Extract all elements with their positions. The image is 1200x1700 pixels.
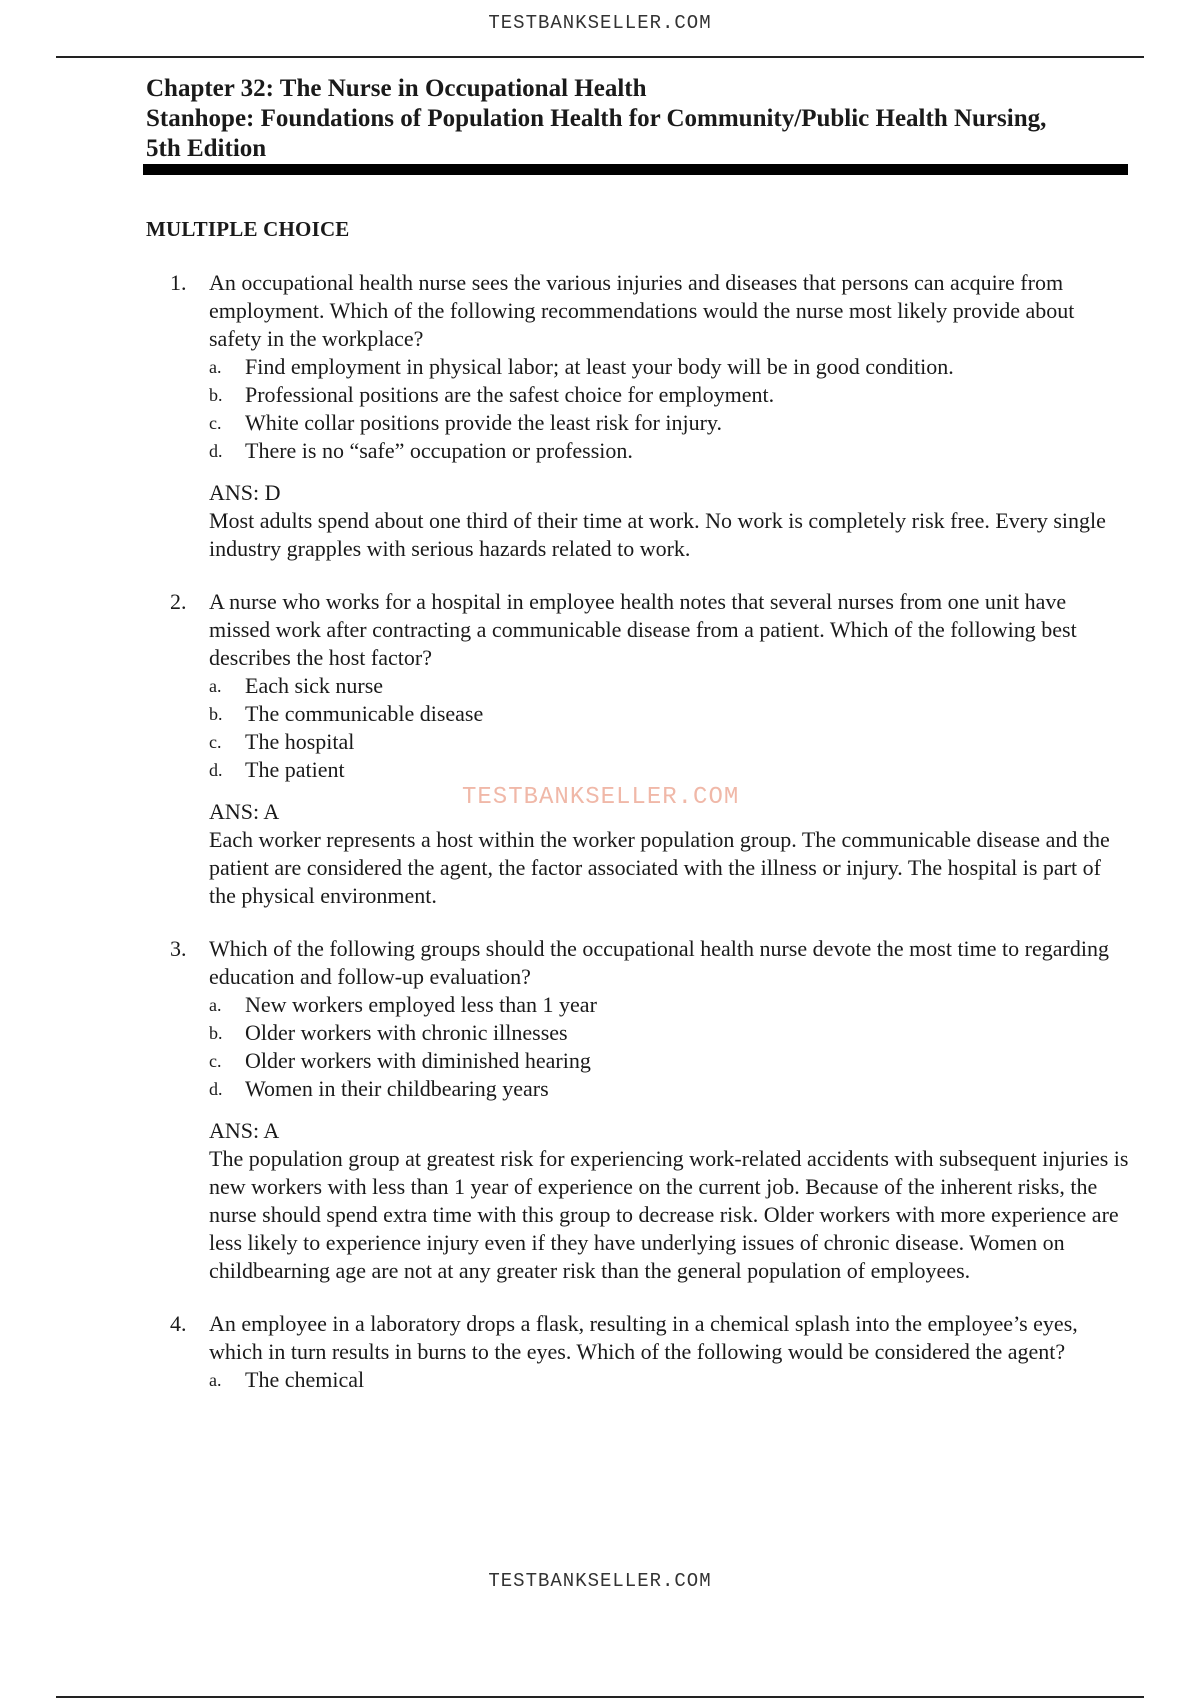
question-list [0, 269, 1200, 1419]
option-a [209, 353, 1200, 381]
question-stem: An employee in a laboratory drops a flask, resulting in a chemical splash into the employee’s eyes, which in turn results in burns to the eyes. Which of the following would be considered the agent? [209, 1311, 1078, 1364]
option-a [209, 991, 1200, 1019]
option-b [209, 381, 1200, 409]
question-2 [0, 588, 1200, 910]
option-b [209, 1019, 1200, 1047]
question-4 [0, 1310, 1200, 1394]
option-letter: b. [209, 385, 223, 405]
option-c [209, 728, 1200, 756]
answer-block [209, 479, 1129, 563]
option-text: The chemical [245, 1367, 365, 1392]
option-text: Women in their childbearing years [245, 1076, 549, 1101]
option-letter: b. [209, 704, 223, 724]
option-d [209, 756, 1200, 784]
option-list [209, 672, 1200, 784]
option-letter: c. [209, 732, 222, 752]
footer-divider [56, 1696, 1144, 1698]
option-text: The communicable disease [245, 701, 484, 726]
question-number: 3. [170, 936, 187, 961]
answer-key: ANS: A [209, 799, 280, 824]
option-letter: b. [209, 1023, 223, 1043]
option-text: White collar positions provide the least risk for injury. [245, 410, 722, 435]
option-letter: d. [209, 1079, 223, 1099]
option-letter: a. [209, 676, 222, 696]
option-text: The patient [245, 757, 345, 782]
chapter-title-line: Chapter 32: The Nurse in Occupational Health [146, 75, 647, 102]
header-divider [56, 56, 1144, 58]
option-b [209, 700, 1200, 728]
question-stem: An occupational health nurse sees the various injuries and diseases that persons can acquire from employment. Which of the following recommendations would the nurse most likely provide about safety in the workplace? [209, 270, 1075, 351]
answer-key: ANS: D [209, 480, 281, 505]
option-list [209, 991, 1200, 1103]
option-text: The hospital [245, 729, 355, 754]
question-number: 2. [170, 589, 187, 614]
option-text: Each sick nurse [245, 673, 384, 698]
option-letter: c. [209, 413, 222, 433]
option-text: Find employment in physical labor; at least your body will be in good condition. [245, 354, 954, 379]
answer-rationale: Each worker represents a host within the worker population group. The communicable disease and the patient are considered the agent, the factor associated with the illness or injury. The hospital is part of the physical environment. [209, 827, 1110, 908]
option-letter: a. [209, 995, 222, 1015]
site-header: TESTBANKSELLER.COM [488, 12, 712, 34]
question-number: 4. [170, 1311, 187, 1336]
title-divider [143, 164, 1128, 175]
option-text: Older workers with diminished hearing [245, 1048, 591, 1073]
chapter-title [146, 74, 1126, 164]
option-letter: a. [209, 1370, 222, 1390]
book-title-line: Stanhope: Foundations of Population Health for Community/Public Health Nursing, [146, 105, 1047, 132]
option-letter: a. [209, 357, 222, 377]
option-letter: c. [209, 1051, 222, 1071]
edition-line: 5th Edition [146, 135, 267, 162]
option-a [209, 1366, 1200, 1394]
option-c [209, 1047, 1200, 1075]
option-list [209, 1366, 1200, 1394]
site-footer: TESTBANKSELLER.COM [488, 1570, 712, 1592]
answer-block [209, 798, 1129, 910]
question-3 [0, 935, 1200, 1285]
option-text: New workers employed less than 1 year [245, 992, 597, 1017]
answer-block [209, 1117, 1129, 1285]
question-1 [0, 269, 1200, 563]
option-d [209, 1075, 1200, 1103]
question-stem: A nurse who works for a hospital in employee health notes that several nurses from one unit have missed work after contracting a communicable disease from a patient. Which of the following best describes the host factor? [209, 589, 1077, 670]
option-text: Older workers with chronic illnesses [245, 1020, 568, 1045]
option-a [209, 672, 1200, 700]
option-c [209, 409, 1200, 437]
option-letter: d. [209, 441, 223, 461]
watermark: TESTBANKSELLER.COM [462, 784, 740, 811]
answer-key: ANS: A [209, 1118, 280, 1143]
question-number: 1. [170, 270, 187, 295]
option-list [209, 353, 1200, 465]
option-text: There is no “safe” occupation or profession. [245, 438, 633, 463]
question-stem: Which of the following groups should the occupational health nurse devote the most time to regarding education and follow-up evaluation? [209, 936, 1109, 989]
option-text: Professional positions are the safest choice for employment. [245, 382, 775, 407]
answer-rationale: Most adults spend about one third of their time at work. No work is completely risk free. Every single industry grapples with serious hazards related to work. [209, 508, 1106, 561]
section-heading: MULTIPLE CHOICE [146, 217, 350, 241]
option-d [209, 437, 1200, 465]
option-letter: d. [209, 760, 223, 780]
answer-rationale: The population group at greatest risk for experiencing work-related accidents with subsequent injuries is new workers with less than 1 year of experience on the current job. Because of the inherent risks, the nurse should spend extra time with this group to decrease risk. Older workers with more experience are less likely to experience injury even if they have underlying issues of chronic disease. Women on childbearning age are not at any greater risk than the general population of employees. [209, 1146, 1129, 1283]
